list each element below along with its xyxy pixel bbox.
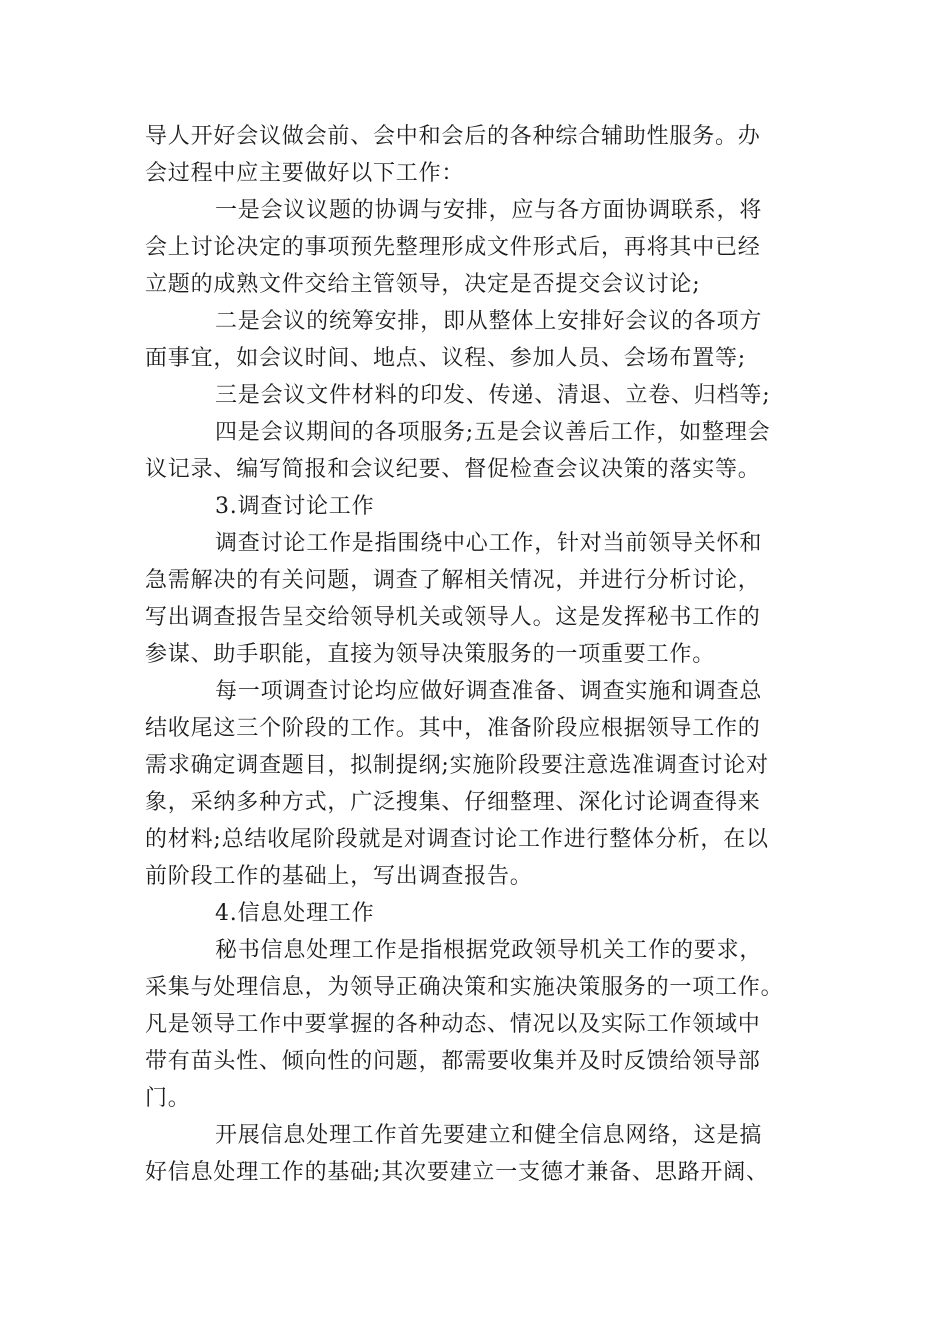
paragraph-start: 一是会议议题的协调与安排，应与各方面协调联系，将 bbox=[215, 198, 763, 223]
text-line: 面事宜，如会议时间、地点、议程、参加人员、会场布置等; bbox=[145, 346, 747, 371]
paragraph-start: 三是会议文件材料的印发、传递、清退、立卷、归档等; bbox=[215, 383, 771, 408]
paragraph-start: 二是会议的统筹安排，即从整体上安排好会议的各项方 bbox=[215, 309, 763, 334]
text-line: 写出调查报告呈交给领导机关或领导人。这是发挥秘书工作的 bbox=[145, 605, 761, 630]
section-heading: 3.调查讨论工作 bbox=[215, 494, 375, 519]
text-line: 导人开好会议做会前、会中和会后的各种综合辅助性服务。办 bbox=[145, 124, 761, 149]
text-line: 参谋、助手职能，直接为领导决策服务的一项重要工作。 bbox=[145, 642, 716, 667]
text-line: 议记录、编写简报和会议纪要、督促检查会议决策的落实等。 bbox=[145, 457, 761, 482]
text-line: 急需解决的有关问题，调查了解相关情况，并进行分析讨论， bbox=[145, 568, 761, 593]
text-line: 好信息处理工作的基础;其次要建立一支德才兼备、思路开阔、 bbox=[145, 1160, 769, 1185]
text-line: 凡是领导工作中要掌握的各种动态、情况以及实际工作领域中 bbox=[145, 1012, 761, 1037]
text-line: 会上讨论决定的事项预先整理形成文件形式后，再将其中已经 bbox=[145, 235, 761, 260]
paragraph-start: 秘书信息处理工作是指根据党政领导机关工作的要求， bbox=[215, 938, 763, 963]
text-line: 立题的成熟文件交给主管领导，决定是否提交会议讨论; bbox=[145, 272, 701, 297]
paragraph-start: 每一项调查讨论均应做好调查准备、调查实施和调查总 bbox=[215, 679, 763, 704]
text-line: 需求确定调查题目，拟制提纲;实施阶段要注意选准调查讨论对 bbox=[145, 753, 769, 778]
text-line: 门。 bbox=[145, 1086, 191, 1111]
paragraph-start: 四是会议期间的各项服务;五是会议善后工作，如整理会 bbox=[215, 420, 771, 445]
text-line: 象，采纳多种方式，广泛搜集、仔细整理、深化讨论调查得来 bbox=[145, 790, 761, 815]
text-line: 前阶段工作的基础上，写出调查报告。 bbox=[145, 864, 533, 889]
text-line: 带有苗头性、倾向性的问题，都需要收集并及时反馈给领导部 bbox=[145, 1049, 761, 1074]
text-line: 的材料;总结收尾阶段就是对调查讨论工作进行整体分析，在以 bbox=[145, 827, 769, 852]
paragraph-start: 开展信息处理工作首先要建立和健全信息网络，这是搞 bbox=[215, 1123, 763, 1148]
section-heading: 4.信息处理工作 bbox=[215, 901, 375, 926]
text-line: 结收尾这三个阶段的工作。其中，准备阶段应根据领导工作的 bbox=[145, 716, 761, 741]
text-line: 会过程中应主要做好以下工作： bbox=[145, 161, 465, 186]
text-line: 采集与处理信息，为领导正确决策和实施决策服务的一项工作。 bbox=[145, 975, 784, 1000]
paragraph-start: 调查讨论工作是指围绕中心工作，针对当前领导关怀和 bbox=[215, 531, 763, 556]
